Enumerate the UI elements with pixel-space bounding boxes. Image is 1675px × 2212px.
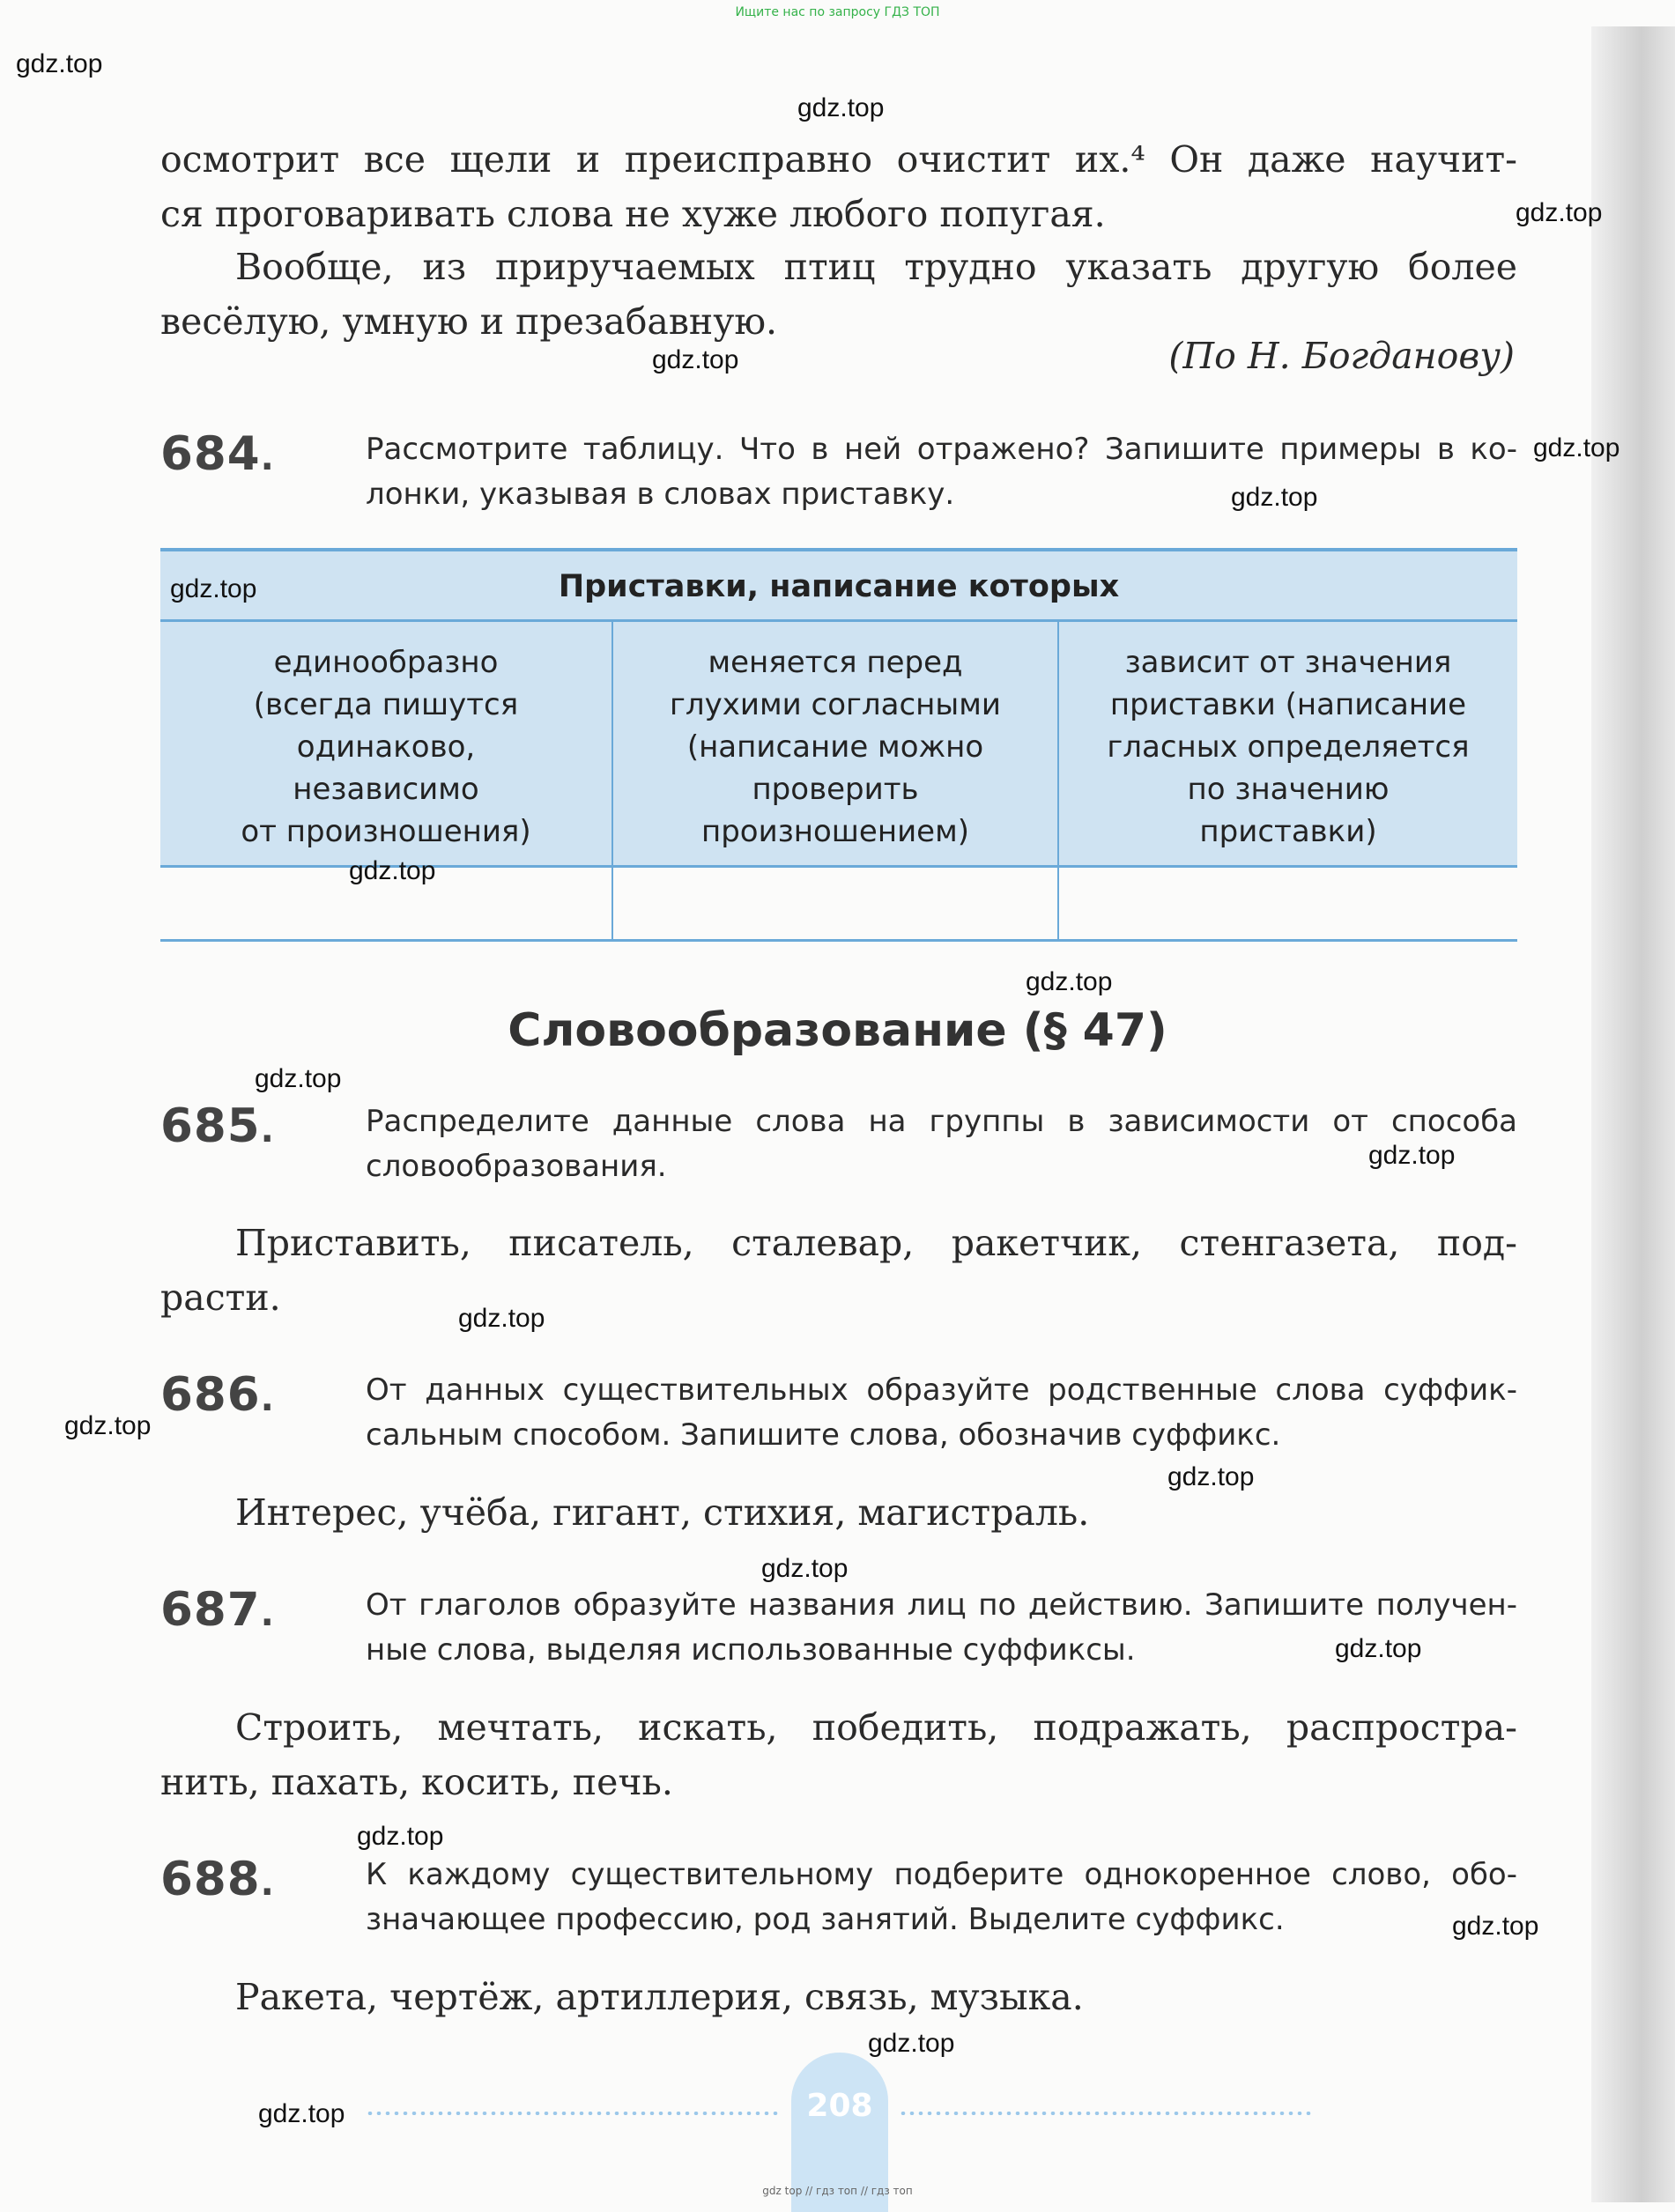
task-instruction: Рассмотрите таблицу. Что в ней отражено? Запишите примеры в ко-лонки, указывая в словах приставку. xyxy=(366,432,1517,512)
watermark: gdz.top xyxy=(255,1064,342,1093)
watermark: gdz.top xyxy=(458,1304,545,1333)
task-number: 685. xyxy=(160,1099,275,1153)
task-instruction: От данных существительных образуйте родственные слова суффик-сальным способом. Запишите слова, обозначив суффикс. xyxy=(366,1372,1517,1453)
words-line: Интерес, учёба, гигант, стихия, магистраль. xyxy=(235,1491,1090,1534)
story-line-2: ся проговаривать слова не хуже любого попугая. xyxy=(160,193,1106,235)
words-line: Ракета, чертёж, артиллерия, связь, музыка. xyxy=(235,1976,1084,2018)
cell-line: меняется перед xyxy=(708,645,963,680)
watermark: gdz.top xyxy=(652,345,739,374)
story-source: (По Н. Богданову) xyxy=(1168,335,1515,377)
cell-line: приставки) xyxy=(1199,814,1377,849)
watermark: gdz.top xyxy=(1516,198,1603,227)
watermark: gdz.top xyxy=(1026,967,1113,996)
watermark: gdz.top xyxy=(258,2099,345,2128)
dotted-rule xyxy=(366,2112,780,2115)
task-687 xyxy=(79,1583,1517,1673)
cell-line: по значению xyxy=(1187,772,1390,807)
watermark: gdz.top xyxy=(349,856,436,885)
table-column-1 xyxy=(160,641,611,853)
table-column-2 xyxy=(613,641,1057,853)
task-686 xyxy=(79,1368,1517,1458)
words-line: Приставить, писатель, сталевар, ракетчик, стенгазета, под- xyxy=(235,1222,1517,1264)
watermark: gdz.top xyxy=(170,574,257,603)
task-instruction: Распределите данные слова на группы в зависимости от способа словообразования. xyxy=(366,1104,1517,1184)
page-edge-shadow xyxy=(1591,26,1675,2202)
table-rule xyxy=(160,619,1517,622)
story-line-1: осмотрит все щели и преисправно очистит их.⁴ Он даже научит- xyxy=(160,138,1517,181)
cell-line: приставки (написание xyxy=(1109,687,1467,722)
section-title: Словообразование (§ 47) xyxy=(508,1004,1167,1057)
cell-line: проверить xyxy=(752,772,919,807)
cell-line: от произношения) xyxy=(241,814,531,849)
words-line: нить, пахать, косить, печь. xyxy=(160,1761,673,1803)
story-line-3: Вообще, из приручаемых птиц трудно указать другую более xyxy=(235,246,1517,288)
cell-line: независимо xyxy=(293,772,479,807)
task-number: 687. xyxy=(160,1583,275,1637)
task-685 xyxy=(79,1099,1517,1189)
watermark: gdz.top xyxy=(1335,1634,1422,1663)
cell-line: одинаково, xyxy=(296,729,476,765)
table-column-3 xyxy=(1059,641,1517,853)
cell-line: зависит от значения xyxy=(1124,645,1452,680)
bottom-notice: gdz top // гдз топ // гдз топ xyxy=(762,2185,913,2197)
table-header: Приставки, написание которых xyxy=(558,569,1120,604)
words-line: расти. xyxy=(160,1276,281,1319)
task-number: 684. xyxy=(160,427,275,481)
story-line-4: весёлую, умную и презабавную. xyxy=(160,300,778,343)
top-notice: Ищите нас по запросу ГДЗ ТОП xyxy=(735,5,940,19)
cell-line: (всегда пишутся xyxy=(253,687,519,722)
watermark: gdz.top xyxy=(1452,1912,1539,1941)
cell-line: единообразно xyxy=(273,645,499,680)
task-number: 688. xyxy=(160,1853,275,1906)
cell-line: глухими согласными xyxy=(670,687,1001,722)
cell-line: гласных определяется xyxy=(1107,729,1470,765)
cell-line: (написание можно xyxy=(686,729,984,765)
watermark: gdz.top xyxy=(1533,433,1620,462)
watermark: gdz.top xyxy=(64,1411,152,1440)
watermark: gdz.top xyxy=(868,2029,955,2058)
task-688 xyxy=(79,1853,1517,1942)
watermark: gdz.top xyxy=(1368,1141,1456,1170)
watermark: gdz.top xyxy=(16,49,103,78)
dotted-rule xyxy=(899,2112,1313,2115)
page-number: 208 xyxy=(806,2088,873,2124)
task-number: 686. xyxy=(160,1368,275,1422)
task-instruction: От глаголов образуйте названия лиц по действию. Запишите получен-ные слова, выделяя использованные суффиксы. xyxy=(366,1587,1517,1668)
words-line: Строить, мечтать, искать, победить, подражать, распростра- xyxy=(235,1706,1517,1749)
watermark: gdz.top xyxy=(1231,483,1318,512)
watermark: gdz.top xyxy=(761,1554,849,1583)
task-instruction: К каждому существительному подберите однокоренное слово, обо-значающее профессию, род занятий. Выделите суффикс. xyxy=(366,1857,1517,1937)
cell-line: произношением) xyxy=(700,814,969,849)
watermark: gdz.top xyxy=(1167,1462,1255,1491)
watermark: gdz.top xyxy=(797,93,885,122)
watermark: gdz.top xyxy=(357,1822,444,1851)
